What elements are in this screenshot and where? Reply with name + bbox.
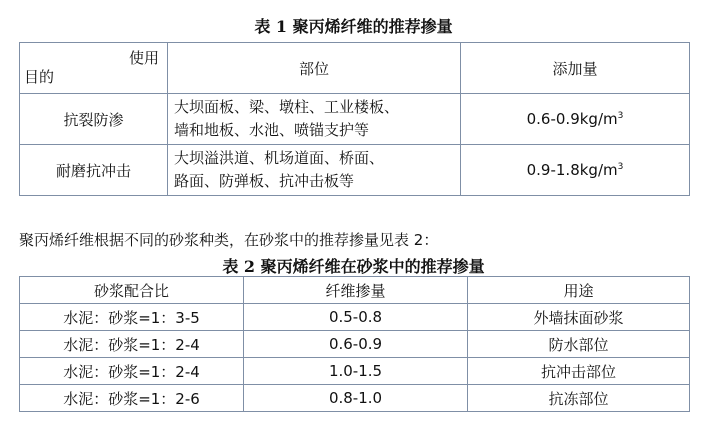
- table-row: [20, 94, 690, 145]
- location-line: 路面、防弹板、抗冲击板等: [174, 172, 355, 190]
- amount-cell: [461, 94, 690, 145]
- header-cell: 用途: [468, 277, 690, 304]
- usage-cell: 抗冻部位: [468, 385, 690, 412]
- table2-title: 表 2 聚丙烯纤维在砂浆中的推荐掺量: [222, 257, 485, 276]
- location-line: 大坝面板、梁、墩柱、工业楼板、: [174, 98, 400, 116]
- dosage-cell: 0.6-0.9: [244, 331, 468, 358]
- purpose-cell: 抗裂防渗: [20, 94, 168, 145]
- amount-unit-superscript: 3: [617, 111, 624, 121]
- intro-paragraph: 聚丙烯纤维根据不同的砂浆种类，在砂浆中的推荐掺量见表 2：: [19, 231, 439, 249]
- location-cell: [168, 94, 461, 145]
- header-cell: 纤维掺量: [244, 277, 468, 304]
- table-header-row: [20, 277, 690, 304]
- recommended-dosage-table: [19, 42, 690, 196]
- table1-title: 表 1 聚丙烯纤维的推荐掺量: [254, 17, 453, 36]
- header-cell: 砂浆配合比: [20, 277, 244, 304]
- ratio-cell: 水泥：砂浆=1：2-4: [20, 331, 244, 358]
- header-location: 部位: [168, 43, 461, 94]
- ratio-cell: 水泥：砂浆=1：3-5: [20, 304, 244, 331]
- location-line: 大坝溢洪道、机场道面、桥面、: [174, 149, 385, 167]
- ratio-cell: 水泥：砂浆=1：2-4: [20, 358, 244, 385]
- usage-cell: 防水部位: [468, 331, 690, 358]
- location-line: 墙和地板、水池、喷锚支护等: [174, 121, 370, 139]
- usage-cell: 外墙抹面砂浆: [468, 304, 690, 331]
- table-row: [20, 385, 690, 412]
- amount-cell: [461, 145, 690, 196]
- corner-top-label: 使用: [128, 49, 159, 67]
- ratio-cell: 水泥：砂浆=1：2-6: [20, 385, 244, 412]
- amount-value: 0.9-1.8kg/m: [526, 161, 618, 179]
- purpose-cell: 耐磨抗冲击: [20, 145, 168, 196]
- amount-unit-superscript: 3: [617, 162, 624, 172]
- amount-value: 0.6-0.9kg/m: [526, 110, 618, 128]
- table-row: [20, 331, 690, 358]
- corner-bottom-label: 目的: [24, 68, 55, 86]
- corner-header-cell: [20, 43, 168, 94]
- table-row: [20, 304, 690, 331]
- dosage-cell: 0.5-0.8: [244, 304, 468, 331]
- location-cell: [168, 145, 461, 196]
- dosage-cell: 1.0-1.5: [244, 358, 468, 385]
- table-row: [20, 358, 690, 385]
- table-header-row: [20, 43, 690, 94]
- mortar-dosage-table: [19, 276, 690, 412]
- table-row: [20, 145, 690, 196]
- dosage-cell: 0.8-1.0: [244, 385, 468, 412]
- header-amount: 添加量: [461, 43, 690, 94]
- usage-cell: 抗冲击部位: [468, 358, 690, 385]
